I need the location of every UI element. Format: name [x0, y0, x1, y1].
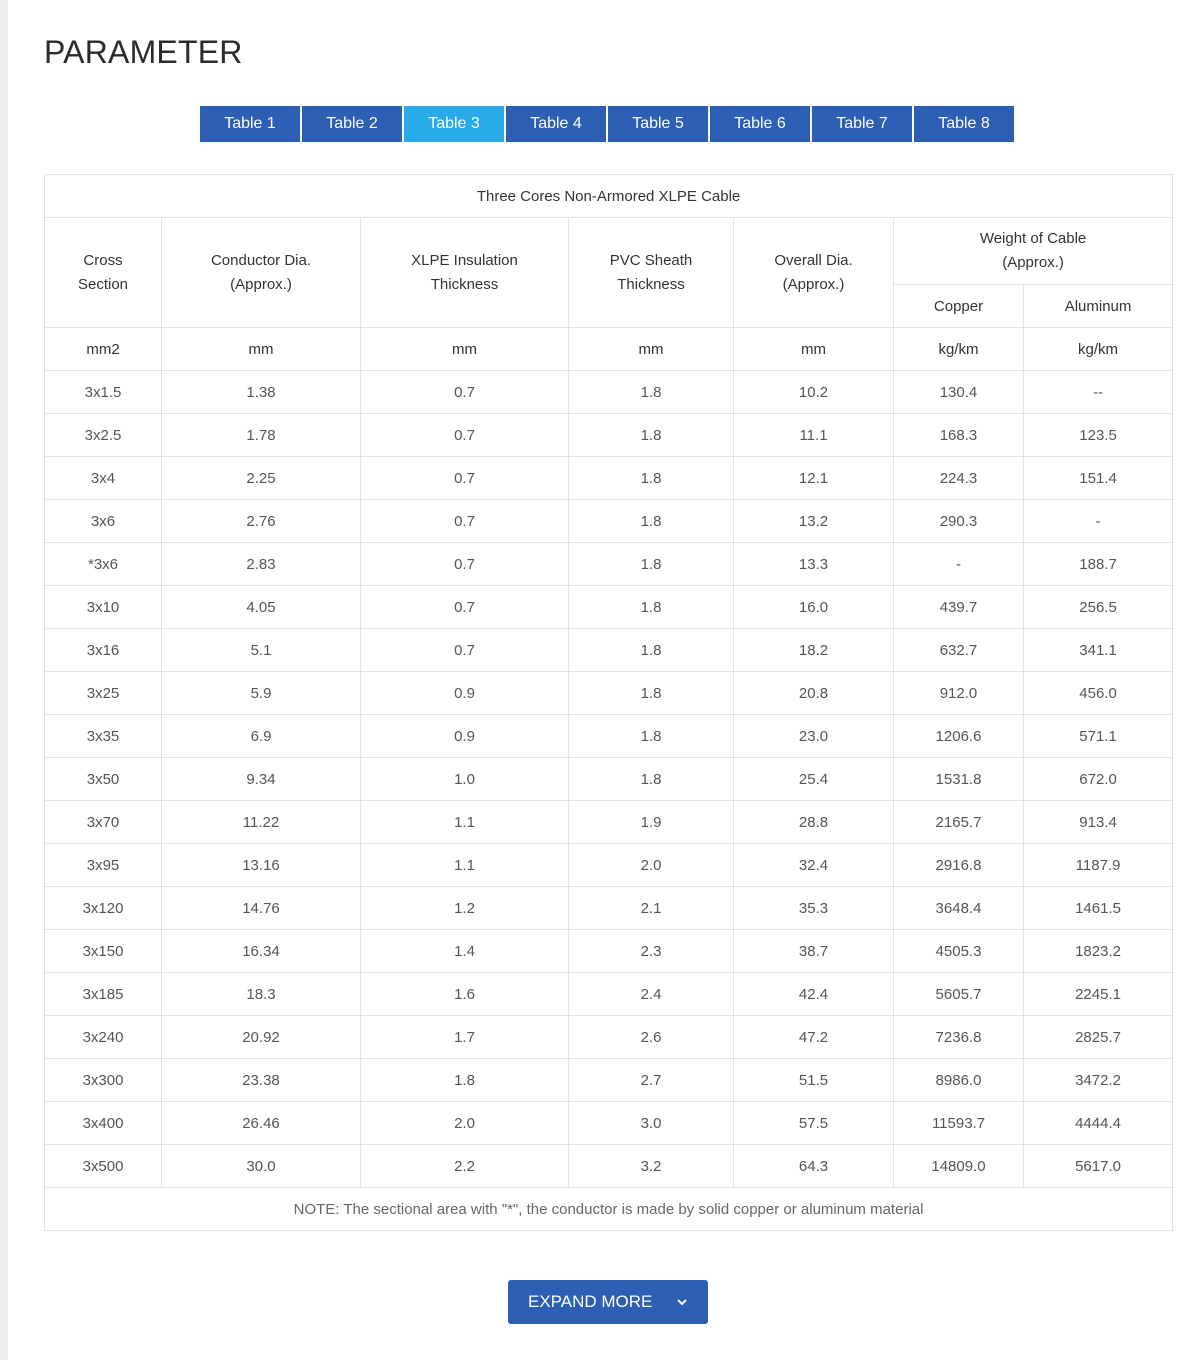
table-row — [45, 1016, 1173, 1059]
table-cell: 14809.0 — [894, 1145, 1024, 1188]
table-row — [45, 930, 1173, 973]
table-cell: 23.0 — [734, 715, 894, 758]
unit-cell: mm — [569, 328, 734, 371]
table-cell: 9.34 — [162, 758, 361, 801]
table-cell: *3x6 — [45, 543, 162, 586]
table-cell: -- — [1024, 371, 1173, 414]
table-cell: 1.78 — [162, 414, 361, 457]
table-tabs — [200, 106, 1016, 142]
table-cell: - — [894, 543, 1024, 586]
table-cell: 151.4 — [1024, 457, 1173, 500]
header-copper: Copper — [894, 285, 1024, 328]
table-cell: 168.3 — [894, 414, 1024, 457]
table-cell: 0.7 — [361, 500, 569, 543]
table-cell: 8986.0 — [894, 1059, 1024, 1102]
table-cell: 1.1 — [361, 801, 569, 844]
table-cell: 7236.8 — [894, 1016, 1024, 1059]
table-cell: 1.8 — [569, 500, 734, 543]
table-cell: 1.8 — [569, 543, 734, 586]
table-cell: 0.7 — [361, 414, 569, 457]
unit-cell: kg/km — [894, 328, 1024, 371]
table-cell: 3x50 — [45, 758, 162, 801]
table-cell: 290.3 — [894, 500, 1024, 543]
header-weight: Weight of Cable (Approx.) — [894, 218, 1173, 285]
table-row — [45, 414, 1173, 457]
table-cell: 16.34 — [162, 930, 361, 973]
table-row — [45, 500, 1173, 543]
table-row — [45, 629, 1173, 672]
expand-more-button[interactable] — [508, 1280, 708, 1324]
table-cell: 5.1 — [162, 629, 361, 672]
table-cell: 20.92 — [162, 1016, 361, 1059]
table-cell: 4505.3 — [894, 930, 1024, 973]
table-cell: 1187.9 — [1024, 844, 1173, 887]
table-cell: 256.5 — [1024, 586, 1173, 629]
parameter-table — [44, 174, 1173, 1231]
table-note: NOTE: The sectional area with "*", the conductor is made by solid copper or aluminum material — [45, 1188, 1173, 1231]
table-cell: 188.7 — [1024, 543, 1173, 586]
table-cell: 3.2 — [569, 1145, 734, 1188]
table-row — [45, 457, 1173, 500]
table-cell: 3x4 — [45, 457, 162, 500]
table-row — [45, 371, 1173, 414]
table-cell: 672.0 — [1024, 758, 1173, 801]
table-cell: 1.2 — [361, 887, 569, 930]
table-cell: 26.46 — [162, 1102, 361, 1145]
table-cell: 3648.4 — [894, 887, 1024, 930]
table-cell: 3x400 — [45, 1102, 162, 1145]
table-cell: 1.8 — [569, 758, 734, 801]
table-cell: 0.7 — [361, 586, 569, 629]
table-row — [45, 672, 1173, 715]
table-cell: 632.7 — [894, 629, 1024, 672]
units-row — [45, 328, 1173, 371]
table-caption: Three Cores Non-Armored XLPE Cable — [45, 175, 1173, 218]
table-cell: 64.3 — [734, 1145, 894, 1188]
table-cell: 38.7 — [734, 930, 894, 973]
table-cell: 123.5 — [1024, 414, 1173, 457]
table-cell: 14.76 — [162, 887, 361, 930]
table-cell: 25.4 — [734, 758, 894, 801]
table-cell: 3472.2 — [1024, 1059, 1173, 1102]
table-cell: 12.1 — [734, 457, 894, 500]
table-row — [45, 844, 1173, 887]
table-cell: 3x185 — [45, 973, 162, 1016]
table-cell: 3x1.5 — [45, 371, 162, 414]
header-conductor-dia: Conductor Dia. (Approx.) — [162, 218, 361, 328]
tab-table-6[interactable]: Table 6 — [710, 106, 810, 142]
expand-more-label: EXPAND MORE — [528, 1292, 653, 1311]
table-cell: 1.8 — [569, 715, 734, 758]
header-cross-section: Cross Section — [45, 218, 162, 328]
table-cell: 1.7 — [361, 1016, 569, 1059]
table-cell: 11.22 — [162, 801, 361, 844]
unit-cell: mm2 — [45, 328, 162, 371]
table-row — [45, 973, 1173, 1016]
table-cell: 3x6 — [45, 500, 162, 543]
page-title: PARAMETER — [44, 34, 243, 70]
table-cell: 51.5 — [734, 1059, 894, 1102]
table-cell: 571.1 — [1024, 715, 1173, 758]
table-cell: 341.1 — [1024, 629, 1173, 672]
table-cell: 1.8 — [569, 414, 734, 457]
table-cell: 3x2.5 — [45, 414, 162, 457]
table-cell: 1.8 — [569, 672, 734, 715]
table-cell: 1.38 — [162, 371, 361, 414]
table-cell: 1531.8 — [894, 758, 1024, 801]
table-cell: 0.7 — [361, 457, 569, 500]
table-cell: 2.0 — [361, 1102, 569, 1145]
table-cell: 47.2 — [734, 1016, 894, 1059]
table-cell: 1.1 — [361, 844, 569, 887]
table-cell: 2.6 — [569, 1016, 734, 1059]
table-cell: 6.9 — [162, 715, 361, 758]
table-cell: - — [1024, 500, 1173, 543]
table-row — [45, 801, 1173, 844]
table-cell: 1.8 — [569, 457, 734, 500]
table-cell: 1.6 — [361, 973, 569, 1016]
table-row — [45, 715, 1173, 758]
table-cell: 32.4 — [734, 844, 894, 887]
table-cell: 1.8 — [569, 586, 734, 629]
table-cell: 2.4 — [569, 973, 734, 1016]
table-row — [45, 1145, 1173, 1188]
table-cell: 3x95 — [45, 844, 162, 887]
table-cell: 23.38 — [162, 1059, 361, 1102]
table-cell: 1.8 — [569, 629, 734, 672]
table-cell: 1.9 — [569, 801, 734, 844]
tab-table-7[interactable]: Table 7 — [812, 106, 912, 142]
table-cell: 2.1 — [569, 887, 734, 930]
page-left-border — [0, 0, 8, 1360]
tab-table-4[interactable]: Table 4 — [506, 106, 606, 142]
table-cell: 2825.7 — [1024, 1016, 1173, 1059]
table-cell: 1206.6 — [894, 715, 1024, 758]
chevron-down-icon — [676, 1296, 688, 1308]
table-cell: 18.3 — [162, 973, 361, 1016]
table-cell: 13.3 — [734, 543, 894, 586]
table-cell: 57.5 — [734, 1102, 894, 1145]
table-cell: 2.2 — [361, 1145, 569, 1188]
tab-table-2[interactable]: Table 2 — [302, 106, 402, 142]
parameter-table-container — [44, 174, 1172, 1231]
table-cell: 4444.4 — [1024, 1102, 1173, 1145]
header-xlpe-thickness: XLPE Insulation Thickness — [361, 218, 569, 328]
table-cell: 13.2 — [734, 500, 894, 543]
header-overall-dia: Overall Dia. (Approx.) — [734, 218, 894, 328]
table-cell: 3x240 — [45, 1016, 162, 1059]
table-cell: 18.2 — [734, 629, 894, 672]
table-cell: 0.7 — [361, 629, 569, 672]
table-row — [45, 758, 1173, 801]
table-cell: 3x10 — [45, 586, 162, 629]
table-cell: 3x150 — [45, 930, 162, 973]
table-cell: 3.0 — [569, 1102, 734, 1145]
table-row — [45, 887, 1173, 930]
table-cell: 13.16 — [162, 844, 361, 887]
table-cell: 2.76 — [162, 500, 361, 543]
table-cell: 2165.7 — [894, 801, 1024, 844]
unit-cell: mm — [361, 328, 569, 371]
table-cell: 4.05 — [162, 586, 361, 629]
table-cell: 3x300 — [45, 1059, 162, 1102]
table-cell: 2.7 — [569, 1059, 734, 1102]
tab-table-3[interactable]: Table 3 — [404, 106, 504, 142]
tab-table-1[interactable]: Table 1 — [200, 106, 300, 142]
tab-table-8[interactable]: Table 8 — [914, 106, 1014, 142]
table-cell: 0.7 — [361, 371, 569, 414]
table-cell: 2.0 — [569, 844, 734, 887]
table-cell: 28.8 — [734, 801, 894, 844]
table-cell: 2245.1 — [1024, 973, 1173, 1016]
table-cell: 1.8 — [569, 371, 734, 414]
table-cell: 130.4 — [894, 371, 1024, 414]
table-cell: 912.0 — [894, 672, 1024, 715]
tab-table-5[interactable]: Table 5 — [608, 106, 708, 142]
table-cell: 3x500 — [45, 1145, 162, 1188]
unit-cell: mm — [162, 328, 361, 371]
table-cell: 11.1 — [734, 414, 894, 457]
table-cell: 2.83 — [162, 543, 361, 586]
table-cell: 5617.0 — [1024, 1145, 1173, 1188]
table-cell: 0.9 — [361, 672, 569, 715]
table-cell: 11593.7 — [894, 1102, 1024, 1145]
table-cell: 10.2 — [734, 371, 894, 414]
table-cell: 5605.7 — [894, 973, 1024, 1016]
table-cell: 16.0 — [734, 586, 894, 629]
table-cell: 3x120 — [45, 887, 162, 930]
table-cell: 5.9 — [162, 672, 361, 715]
table-row — [45, 586, 1173, 629]
table-cell: 913.4 — [1024, 801, 1173, 844]
table-cell: 30.0 — [162, 1145, 361, 1188]
table-cell: 1.0 — [361, 758, 569, 801]
table-cell: 456.0 — [1024, 672, 1173, 715]
unit-cell: kg/km — [1024, 328, 1173, 371]
table-cell: 439.7 — [894, 586, 1024, 629]
table-cell: 3x16 — [45, 629, 162, 672]
table-cell: 1.8 — [361, 1059, 569, 1102]
table-cell: 35.3 — [734, 887, 894, 930]
header-aluminum: Aluminum — [1024, 285, 1173, 328]
table-cell: 2.3 — [569, 930, 734, 973]
unit-cell: mm — [734, 328, 894, 371]
table-cell: 224.3 — [894, 457, 1024, 500]
table-cell: 2.25 — [162, 457, 361, 500]
table-cell: 0.7 — [361, 543, 569, 586]
table-cell: 1823.2 — [1024, 930, 1173, 973]
table-row — [45, 543, 1173, 586]
table-row — [45, 1102, 1173, 1145]
table-cell: 3x35 — [45, 715, 162, 758]
table-cell: 20.8 — [734, 672, 894, 715]
table-cell: 1.4 — [361, 930, 569, 973]
table-cell: 3x25 — [45, 672, 162, 715]
table-row — [45, 1059, 1173, 1102]
header-pvc-thickness: PVC Sheath Thickness — [569, 218, 734, 328]
table-cell: 42.4 — [734, 973, 894, 1016]
table-cell: 2916.8 — [894, 844, 1024, 887]
table-cell: 1461.5 — [1024, 887, 1173, 930]
table-cell: 0.9 — [361, 715, 569, 758]
table-cell: 3x70 — [45, 801, 162, 844]
